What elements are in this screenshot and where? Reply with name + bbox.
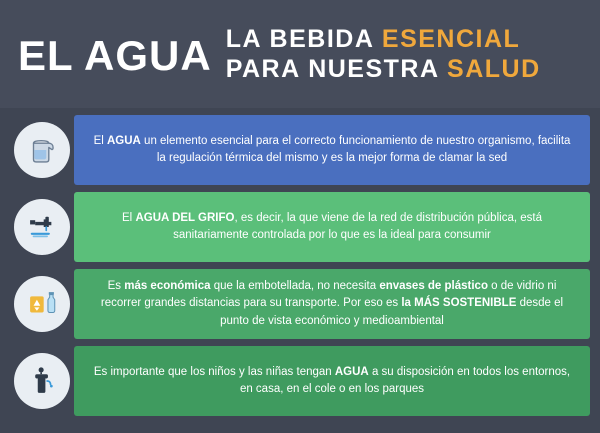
fact-text-segment: un elemento esencial para el correcto funcionamiento de nuestro organismo, facilita la regulación térmica del mismo y es la mejor forma de clamar la sed: [140, 134, 571, 164]
fact-text-emphasis: la MÁS SOSTENIBLE: [401, 297, 517, 310]
subtitle-line-2-highlight: SALUD: [447, 55, 541, 83]
subtitle-line-2-plain: PARA NUESTRA: [225, 55, 448, 83]
fact-text-panel: [74, 346, 590, 416]
poster-header: [0, 0, 600, 108]
drinking-fountain-icon: [14, 353, 70, 409]
fact-text-segment: Es importante que los niños y las niñas tengan: [93, 365, 335, 378]
fact-text-emphasis: AGUA: [334, 365, 369, 378]
fact-row: [10, 269, 590, 339]
fact-text-segment: desde el punto de vista económico y medioambiental: [220, 297, 564, 327]
fact-text: [88, 210, 576, 245]
fact-text-segment: a su disposición en todos los entornos, en casa, en el cole o en los parques: [239, 365, 571, 395]
subtitle-line-1-highlight: ESENCIAL: [381, 24, 521, 53]
subtitle-line-1: [226, 26, 541, 52]
poster-subtitle: [226, 26, 541, 83]
fact-text-segment: El: [122, 211, 136, 224]
fact-text-segment: Es: [107, 280, 125, 293]
fact-text-emphasis: AGUA DEL GRIFO: [135, 211, 235, 224]
fact-text-segment: , es decir, la que viene de la red de distribución pública, está sanitariamente controlada por lo que es la ideal para consumir: [173, 211, 542, 241]
faucet-tap-icon: [14, 199, 70, 255]
fact-text: [88, 278, 576, 330]
fact-text-emphasis: más económica: [124, 280, 211, 293]
fact-rows: [0, 108, 600, 424]
fact-row: [10, 115, 590, 185]
fact-row: [10, 192, 590, 262]
fact-text-panel: [74, 269, 590, 339]
poster-title-main: EL AGUA: [18, 32, 212, 79]
fact-icon-badge: [10, 192, 74, 262]
fact-text-segment: El: [93, 134, 107, 147]
fact-text-panel: [74, 115, 590, 185]
fact-icon-badge: [10, 115, 74, 185]
water-pitcher-icon: [14, 122, 70, 178]
recycling-bottle-icon: [14, 276, 70, 332]
fact-icon-badge: [10, 346, 74, 416]
fact-text: [88, 133, 576, 168]
fact-text-panel: [74, 192, 590, 262]
fact-text: [88, 364, 576, 399]
fact-icon-badge: [10, 269, 74, 339]
fact-row: [10, 346, 590, 416]
fact-text-emphasis: envases de plástico: [379, 280, 488, 293]
subtitle-line-2: [226, 56, 541, 82]
subtitle-line-1-plain: LA BEBIDA: [225, 24, 382, 53]
fact-text-segment: o de vidrio ni recorrer grandes distancias para su transporte. Por eso es: [100, 280, 557, 310]
fact-text-emphasis: AGUA: [106, 134, 141, 147]
fact-text-segment: que la embotellada, no necesita: [210, 280, 380, 293]
